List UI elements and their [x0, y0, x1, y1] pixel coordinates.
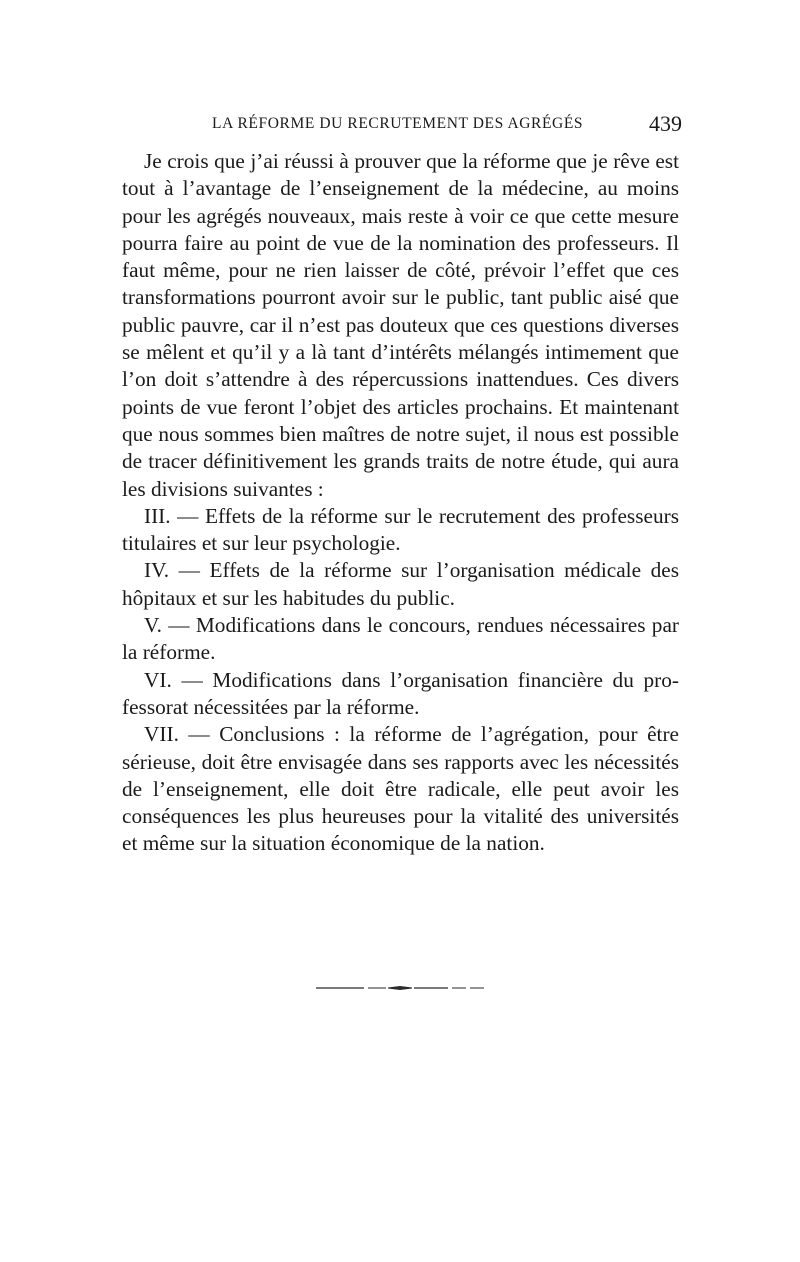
- ornament-strokes: [316, 987, 484, 990]
- division-item-iv: IV. — Effets de la réforme sur l’organisation médicale des hôpitaux et sur les habitudes du public.: [122, 558, 679, 610]
- division-item-iii: III. — Effets de la réforme sur le recrutement des professeurs titulaires et sur leur psychologie.: [122, 503, 679, 556]
- intro-paragraph: Je crois que j’ai réussi à prouver que la réforme que je rêve est tout à l’avantage de l’enseignement de la médecine, au moins pour les agrégés nouveaux, mais reste à voir ce que cette mesure pourra faire au point de vue de la nomination des professeurs. Il faut même, pour ne rien laisser de côté, prévoir l’effet que ces transformations pourront avoir sur le public, tant public aisé que public pauvre, car il n’est pas douteux que ces questions diverses se mêlent et qu’il y a là tant d’intérêts mélangés intimement que l’on doit s’attendre à des répercussions inattendues. Ces divers points de vue feront l’objet des articles prochains. Et maintenant que nous sommes bien maîtres de notre sujet, il nous est possible de tracer définitivement les grands traits de notre étude, qui aura les divisions suivantes :: [122, 149, 679, 501]
- division-item-vii: VII. — Conclusions : la réforme de l’agrégation, pour être sérieuse, doit être envisagée dans ses rapports avec les nécessités de l’enseignement, elle doit être radicale, elle peut avoir les conséquences les plus heureuses pour la vitalité des universités et même sur la situation économique de la nation.: [122, 722, 679, 856]
- running-title: LA RÉFORME DU RECRUTEMENT DES AGRÉGÉS: [212, 115, 584, 132]
- division-item-v: V. — Modifications dans le concours, rendues nécessaires par la réforme.: [122, 613, 679, 665]
- division-item-vi: VI. — Modifications dans l’organisation financière du professorat nécessitées par la réforme.: [122, 667, 679, 719]
- body-text: [122, 148, 679, 858]
- page-number: 439: [649, 111, 682, 136]
- end-ornament-rule: [316, 983, 484, 995]
- running-head: [122, 111, 682, 141]
